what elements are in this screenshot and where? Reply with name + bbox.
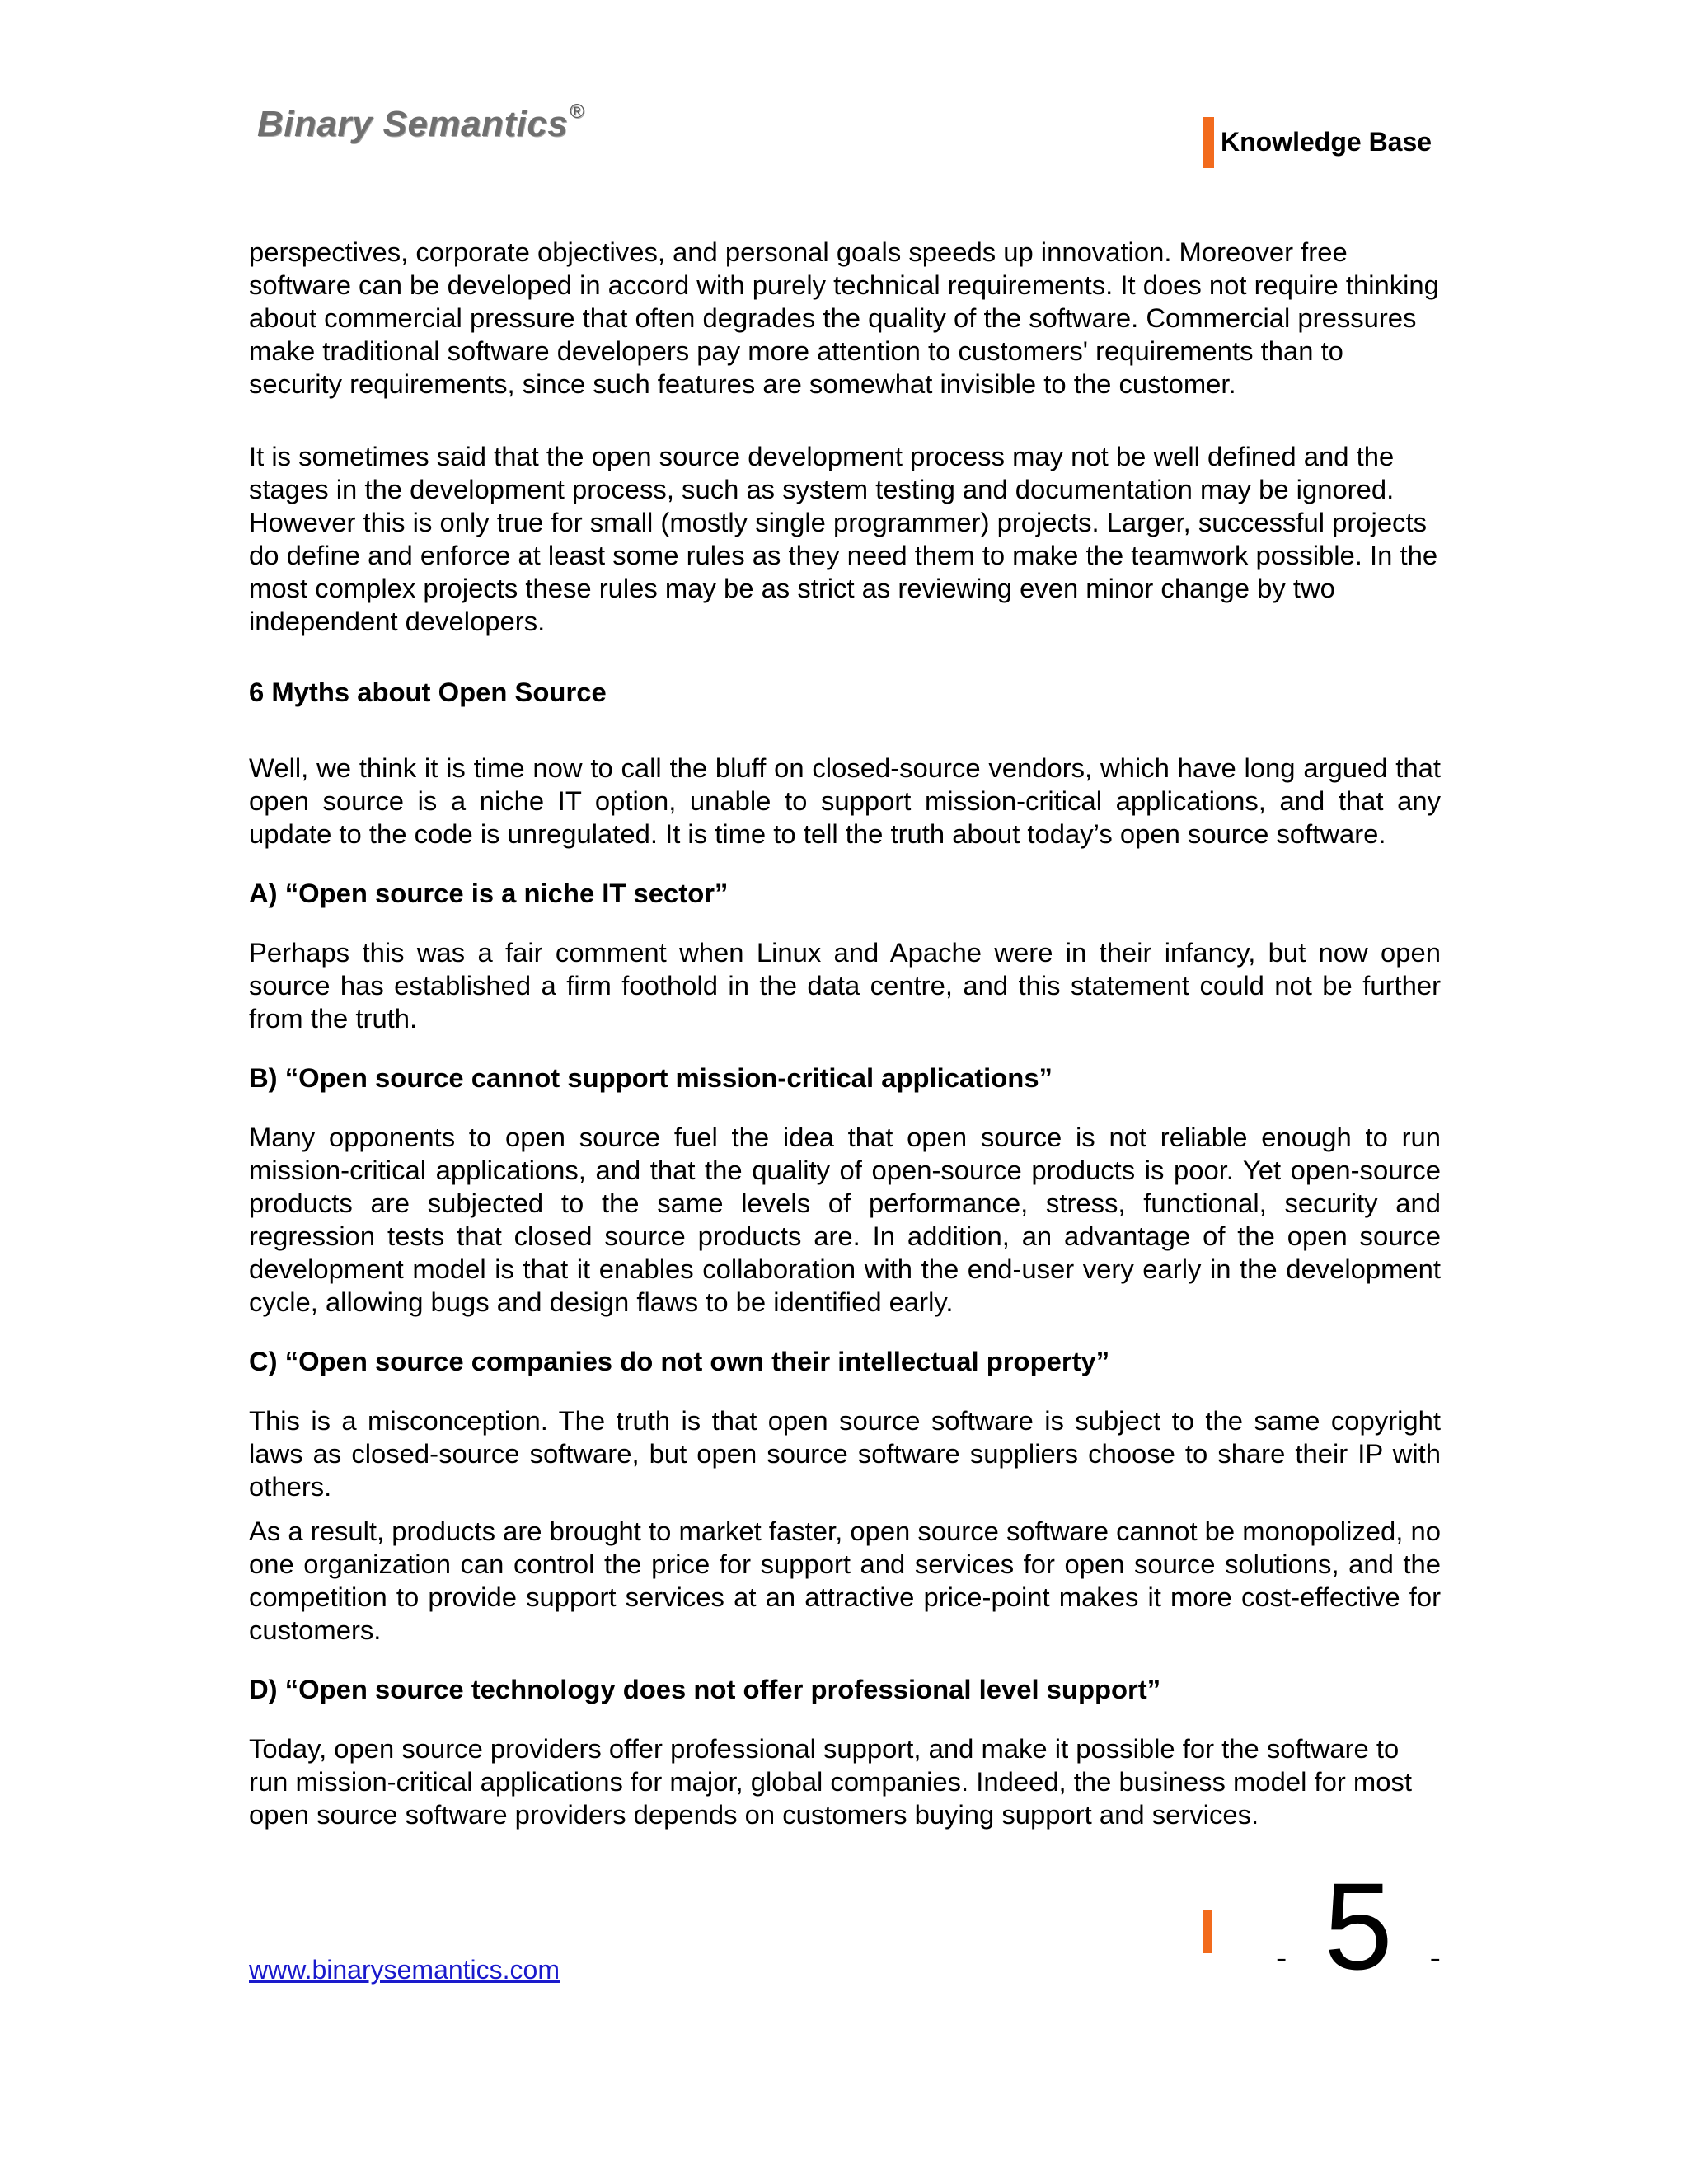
myth-d-heading: D) “Open source technology does not offer professional level support” — [249, 1674, 1161, 1704]
document-body — [249, 236, 1441, 1831]
paragraph-intro: perspectives, corporate objectives, and personal goals speeds up innovation. Moreover free software can be developed in accord with purely technical requirements. It does not require thinking about commercial pressure that often degrades the quality of the software. Commercial pressures make traditional software developers pay more attention to customers' requirements than to security requirements, since such features are somewhat invisible to the customer. — [249, 237, 1439, 399]
company-logo — [257, 101, 584, 145]
registered-mark: ® — [570, 101, 585, 123]
page-number — [1276, 1857, 1441, 2013]
myth-b-paragraph: Many opponents to open source fuel the idea that open source is not reliable enough to run mission-critical applications, and that the quality of open-source products is poor. Yet open-source products are subjected to the same levels of performance, stress, functional, security and regression tests that closed source products are. In addition, an advantage of the open source development model is that it enables collaboration with the end-user very early in the development cycle, allowing bugs and design flaws to be identified early. — [249, 1122, 1441, 1317]
page-number-dash-right: - — [1429, 1940, 1441, 1976]
logo-text: Binary Semantics — [257, 104, 569, 144]
myth-b-heading: B) “Open source cannot support mission-critical applications” — [249, 1062, 1053, 1093]
header-accent-bar — [1203, 117, 1214, 168]
myth-c-paragraph-2: As a result, products are brought to market faster, open source software cannot be monopolized, no one organization can control the price for support and services for open source solutions, and the competition to provide support services at an attractive price-point makes it more cost-effective for customers. — [249, 1516, 1441, 1645]
section-label: Knowledge Base — [1221, 127, 1432, 157]
paragraph-process: It is sometimes said that the open source development process may not be well defined and the stages in the development process, such as system testing and documentation may be ignored. However this is only true for small (mostly single programmer) projects. Larger, successful projects do define and enforce at least some rules as they need them to make the teamwork possible. In the most complex projects these rules may be as strict as reviewing even minor change by two independent developers. — [249, 441, 1438, 636]
myth-c-paragraph-1: This is a misconception. The truth is that open source software is subject to the same copyright laws as closed-source software, but open source software suppliers choose to share their IP with others. — [249, 1405, 1441, 1502]
myth-c-heading: C) “Open source companies do not own their intellectual property” — [249, 1346, 1110, 1376]
myth-a-heading: A) “Open source is a niche IT sector” — [249, 878, 729, 908]
page-number-dash-left: - — [1276, 1940, 1287, 1976]
footer-accent-bar — [1203, 1910, 1212, 1953]
section-heading: 6 Myths about Open Source — [249, 677, 607, 707]
myth-a-paragraph: Perhaps this was a fair comment when Linux and Apache were in their infancy, but now open source has established a firm foothold in the data centre, and this statement could not be further from the truth. — [249, 937, 1441, 1033]
website-link[interactable]: www.binarysemantics.com — [249, 1955, 560, 1985]
paragraph-myths-intro: Well, we think it is time now to call the bluff on closed-source vendors, which have long argued that open source is a niche IT option, unable to support mission-critical applications, and that any update to the code is unregulated. It is time to tell the truth about today’s open source software. — [249, 752, 1441, 849]
page-number-value: 5 — [1324, 1857, 1393, 1995]
myth-d-paragraph: Today, open source providers offer professional support, and make it possible for the software to run mission-critical applications for major, global companies. Indeed, the business model for most open source software providers depends on customers buying support and services. — [249, 1733, 1412, 1830]
